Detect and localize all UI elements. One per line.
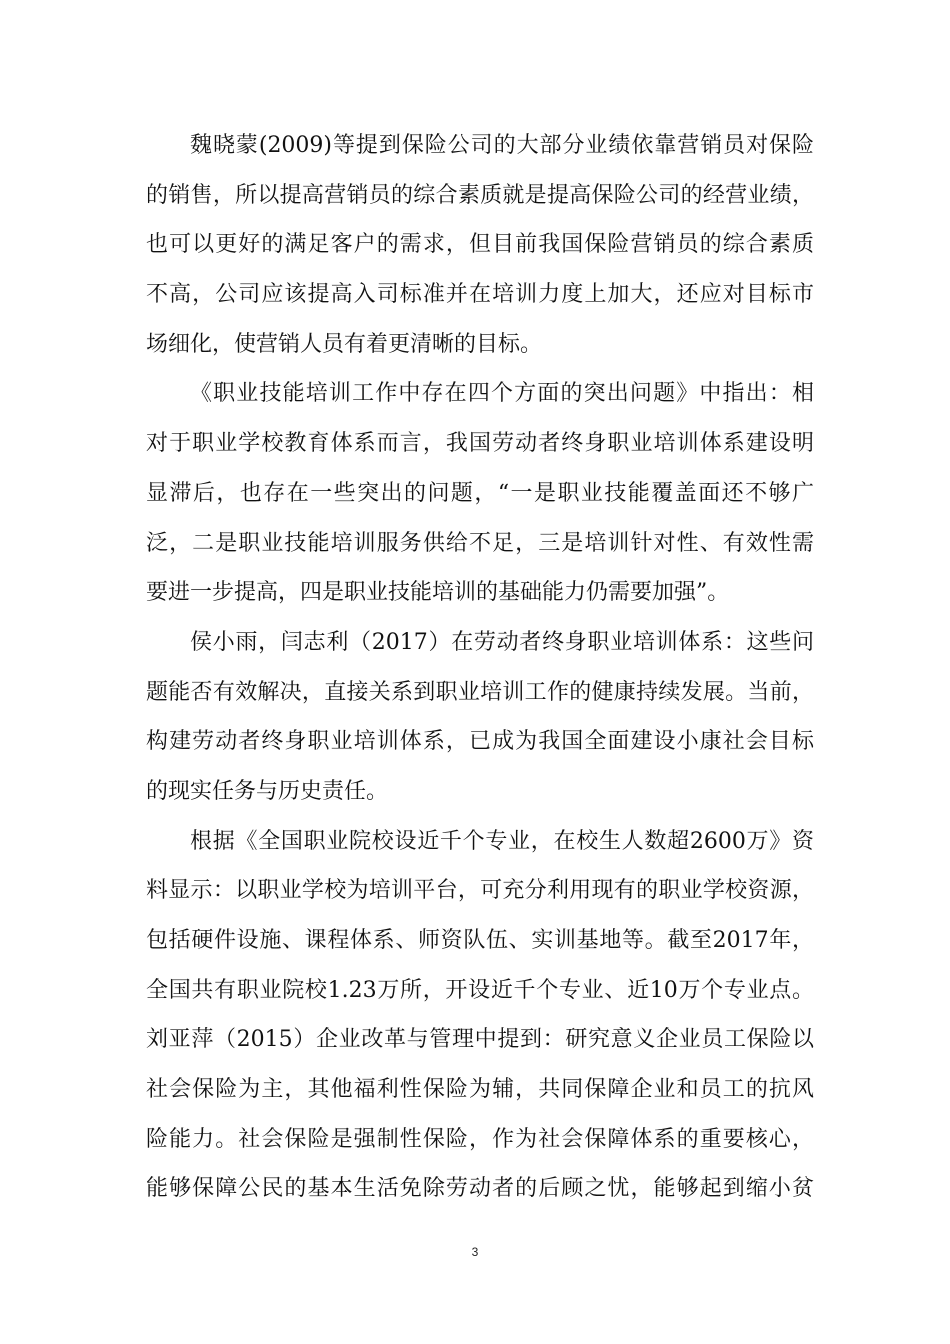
text-line: 全国共有职业院校1.23万所，开设近千个专业、近10万个专业点。 bbox=[146, 977, 814, 1003]
text-line: 显滞后，也存在一些突出的问题，“一是职业技能覆盖面还不够广 bbox=[146, 480, 814, 506]
text-line: 能够保障公民的基本生活免除劳动者的后顾之忧，能够起到缩小贫 bbox=[146, 1176, 814, 1202]
text-line: 魏晓蒙(2009)等提到保险公司的大部分业绩依靠营销员对保险 bbox=[190, 133, 814, 158]
text-line: 的现实任务与历史责任。 bbox=[146, 778, 389, 804]
text-line: 场细化，使营销人员有着更清晰的目标。 bbox=[146, 331, 543, 357]
text-line: 《职业技能培训工作中存在四个方面的突出问题》中指出：相 bbox=[190, 381, 814, 407]
text-line: 题能否有效解决，直接关系到职业培训工作的健康持续发展。当前， bbox=[146, 679, 814, 705]
text-line: 对于职业学校教育体系而言，我国劳动者终身职业培训体系建设明 bbox=[146, 431, 814, 457]
text-line: 刘亚萍（2015）企业改革与管理中提到：研究意义企业员工保险以 bbox=[146, 1027, 814, 1053]
text-line: 社会保险为主，其他福利性保险为辅，共同保障企业和员工的抗风 bbox=[146, 1077, 814, 1103]
body-text bbox=[146, 121, 814, 1214]
text-line: 险能力。社会保险是强制性保险，作为社会保障体系的重要核心， bbox=[146, 1126, 814, 1152]
text-line: 包括硬件设施、课程体系、师资队伍、实训基地等。截至2017年， bbox=[146, 928, 814, 953]
text-line: 侯小雨，闫志利（2017）在劳动者终身职业培训体系：这些问 bbox=[190, 629, 814, 655]
text-line: 泛，二是职业技能培训服务供给不足，三是培训针对性、有效性需 bbox=[146, 530, 814, 556]
text-line: 根据《全国职业院校设近千个专业，在校生人数超2600万》资 bbox=[190, 828, 814, 854]
text-line: 料显示：以职业学校为培训平台，可充分利用现有的职业学校资源， bbox=[146, 878, 814, 904]
text-line: 要进一步提高，四是职业技能培训的基础能力仍需要加强”。 bbox=[146, 580, 730, 606]
text-line: 不高，公司应该提高入司标准并在培训力度上加大，还应对目标市 bbox=[146, 282, 814, 308]
text-line: 构建劳动者终身职业培训体系，已成为我国全面建设小康社会目标 bbox=[146, 729, 814, 755]
page-number: 3 bbox=[471, 1245, 479, 1259]
text-line: 的销售，所以提高营销员的综合素质就是提高保险公司的经营业绩， bbox=[146, 182, 814, 208]
text-line: 也可以更好的满足客户的需求，但目前我国保险营销员的综合素质 bbox=[146, 232, 814, 258]
